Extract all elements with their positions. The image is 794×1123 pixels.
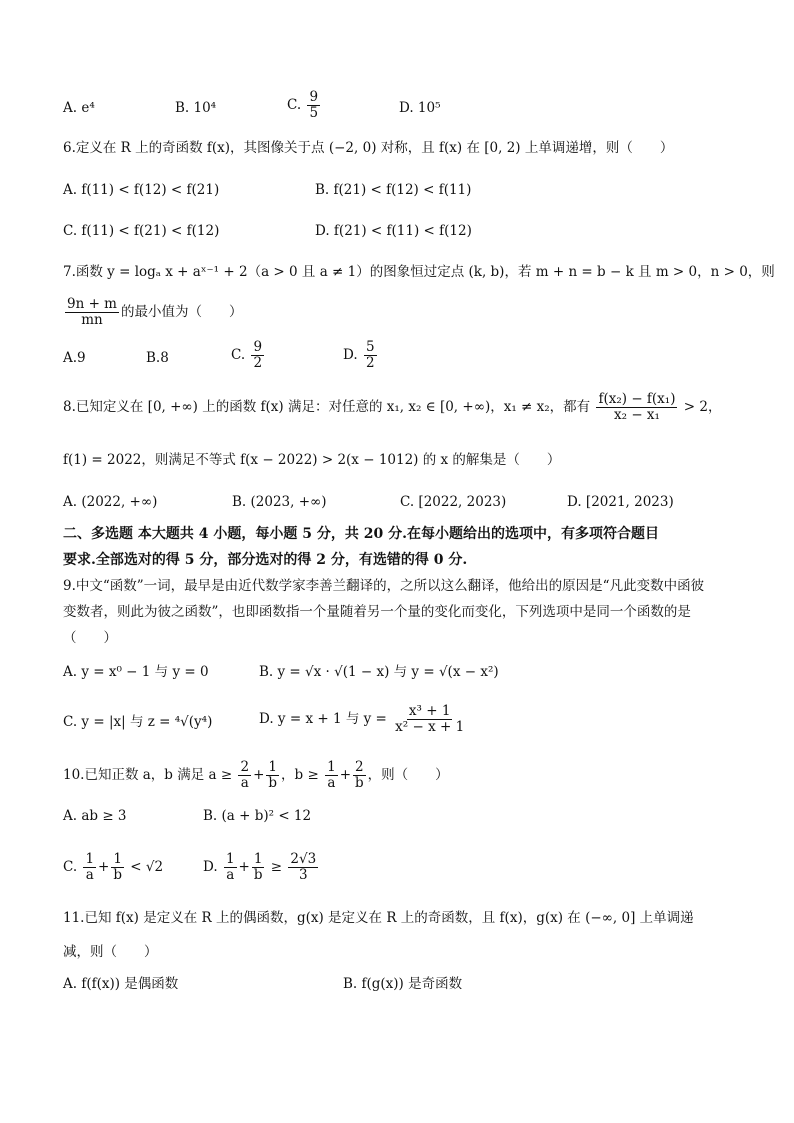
q9-d-denominator: x² − x + 1 (395, 718, 465, 735)
q6-option-a: A. f(11) < f(12) < f(21) (63, 182, 220, 198)
q7-c-numerator: 9 (253, 339, 263, 355)
q6-option-b: B. f(21) < f(12) < f(11) (315, 182, 472, 198)
q11-stem-line1: 11.已知 f(x) 是定义在 R 上的偶函数，g(x) 是定义在 R 上的奇函数，且 f(x)，g(x) 在 (−∞, 0] 上单调递 (63, 910, 694, 926)
q7-option-b: B.8 (146, 350, 169, 366)
q7-d-numerator: 5 (365, 339, 375, 355)
q11-option-b: B. f(g(x)) 是奇函数 (343, 976, 463, 992)
q5-option-b: B. 10⁴ (175, 100, 217, 116)
q8-option-c: C. [2022, 2023) (400, 494, 507, 510)
q10-stem (63, 760, 449, 791)
q10-c-plus: + (98, 858, 110, 875)
q10-stem-pre: 10.已知正数 a，b 满足 a ≥ (63, 766, 233, 783)
q8-stem-line2: f(1) = 2022，则满足不等式 f(x − 2022) > 2(x − 1012) 的 x 的解集是（ ） (63, 452, 561, 468)
q7-option-d (343, 340, 379, 371)
q10-option-c (63, 852, 163, 883)
q7-option-d-label: D. (343, 346, 358, 363)
q10-frac3 (325, 760, 338, 791)
q8-fraction-denominator: x₂ − x₁ (614, 406, 660, 423)
q10-frac2-den: b (268, 774, 278, 791)
q8-stem (63, 392, 721, 423)
q10-c-post: < √2 (130, 858, 164, 875)
q10-mid: ，b ≥ (281, 766, 319, 783)
q10-frac4-num: 2 (355, 759, 364, 775)
q7-fraction-numerator: 9n + m (67, 296, 117, 312)
q7-c-denominator: 2 (253, 354, 263, 371)
q5-option-a: A. e⁴ (63, 100, 95, 116)
q6-option-c: C. f(11) < f(21) < f(12) (63, 223, 220, 239)
q10-d-mid: ≥ (270, 858, 283, 875)
q9-stem-line2: 变数者，则此为彼之函数”，也即函数指一个量随着另一个量的变化而变化，下列选项中是同一个函数的是 (63, 604, 691, 620)
q10-c-frac2-den: b (113, 866, 122, 883)
q10-d-frac3-num: 2√3 (290, 851, 317, 867)
q5-c-denominator: 5 (309, 104, 319, 121)
q11-stem-line2: 减，则（ ） (63, 944, 158, 960)
q8-stem-post: > 2， (683, 398, 722, 415)
q5-option-c (287, 90, 322, 121)
q9-option-b: B. y = √x · √(1 − x) 与 y = √(x − x²) (259, 664, 499, 680)
q9-option-a: A. y = x⁰ − 1 与 y = 0 (63, 664, 209, 680)
q7-option-c-fraction (251, 340, 264, 371)
q10-option-b: B. (a + b)² < 12 (203, 808, 312, 824)
q7-stem-line2 (63, 297, 242, 328)
q7-fraction-denominator: mn (81, 311, 103, 328)
q9-option-d (259, 704, 468, 735)
q10-c-frac1 (83, 852, 96, 883)
q10-frac2 (266, 760, 279, 791)
q7-option-a: A.9 (63, 350, 86, 366)
q10-frac4-den: b (355, 774, 364, 791)
q10-frac2-num: 1 (268, 759, 278, 775)
q7-d-denominator: 2 (365, 354, 375, 371)
q10-c-frac1-num: 1 (85, 851, 95, 867)
q9-option-d-fraction (393, 704, 466, 735)
q6-option-d: D. f(21) < f(11) < f(12) (315, 223, 472, 239)
q8-option-a: A. (2022, +∞) (63, 494, 158, 510)
q10-option-c-label: C. (63, 858, 78, 875)
q10-d-frac2 (252, 852, 265, 883)
q10-plus1: + (253, 766, 265, 783)
q10-frac1-den: a (240, 774, 249, 791)
q10-d-frac2-num: 1 (253, 851, 263, 867)
q11-option-a: A. f(f(x)) 是偶函数 (63, 976, 179, 992)
q10-frac3-den: a (327, 774, 336, 791)
q10-d-frac1 (224, 852, 237, 883)
q10-frac3-num: 1 (327, 759, 336, 775)
q10-option-d (203, 852, 320, 883)
q10-stem-post: ，则（ ） (367, 766, 449, 783)
q10-d-plus: + (238, 858, 250, 875)
q7-option-c-label: C. (231, 346, 246, 363)
q5-option-c-label: C. (287, 96, 302, 113)
q10-d-frac1-num: 1 (225, 851, 235, 867)
q8-fraction (596, 392, 677, 423)
q9-stem-line1: 9.中文“函数”一词，最早是由近代数学家李善兰翻译的，之所以这么翻译，他给出的原因是“凡此变数中函彼 (63, 578, 705, 594)
q10-plus2: + (339, 766, 351, 783)
q7-option-d-fraction (364, 340, 377, 371)
q10-frac4 (353, 760, 366, 791)
q8-option-b: B. (2023, +∞) (232, 494, 327, 510)
q8-stem-pre: 8.已知定义在 [0, +∞) 上的函数 f(x) 满足：对任意的 x₁, x₂ ∈ [0, +∞)，x₁ ≠ x₂，都有 (63, 398, 591, 415)
q10-frac1-num: 2 (240, 759, 250, 775)
q9-d-numerator: x³ + 1 (408, 703, 451, 719)
q10-option-d-label: D. (203, 858, 218, 875)
q10-c-frac1-den: a (85, 866, 94, 883)
q10-d-frac2-den: b (253, 866, 263, 883)
q6-stem: 6.定义在 R 上的奇函数 f(x)，其图像关于点 (−2, 0) 对称，且 f(x) 在 [0, 2) 上单调递增，则（ ） (63, 140, 674, 156)
q10-option-a: A. ab ≥ 3 (63, 808, 127, 824)
q10-d-frac3-den: 3 (299, 866, 308, 883)
q8-fraction-numerator: f(x₂) − f(x₁) (598, 391, 676, 407)
q10-c-frac2-num: 1 (113, 851, 122, 867)
q9-stem-line3: （ ） (63, 630, 117, 646)
q8-option-d: D. [2021, 2023) (567, 494, 674, 510)
q7-fraction (65, 297, 119, 328)
q10-c-frac2 (111, 852, 124, 883)
q7-option-c (231, 340, 266, 371)
q5-option-d: D. 10⁵ (399, 100, 441, 116)
section2-heading-line2: 要求.全部选对的得 5 分，部分选对的得 2 分，有选错的得 0 分. (63, 552, 468, 568)
q10-d-frac1-den: a (226, 866, 235, 883)
q9-option-c: C. y = |x| 与 z = ⁴√(y⁴) (63, 714, 213, 730)
q7-stem-tail: 的最小值为（ ） (120, 303, 243, 320)
q10-d-frac3 (288, 852, 318, 883)
q9-option-d-pre: D. y = x + 1 与 y = (259, 710, 387, 727)
section2-heading-line1: 二、多选题 本大题共 4 小题，每小题 5 分，共 20 分.在每小题给出的选项中，有多项符合题目 (63, 526, 659, 542)
q5-option-c-fraction (307, 90, 320, 121)
q7-stem: 7.函数 y = logₐ x + aˣ⁻¹ + 2（a > 0 且 a ≠ 1）的图象恒过定点 (k, b)，若 m + n = b − k 且 m > 0，n > 0，则 (63, 264, 775, 280)
q5-c-numerator: 9 (309, 89, 319, 105)
q10-frac1 (238, 760, 251, 791)
